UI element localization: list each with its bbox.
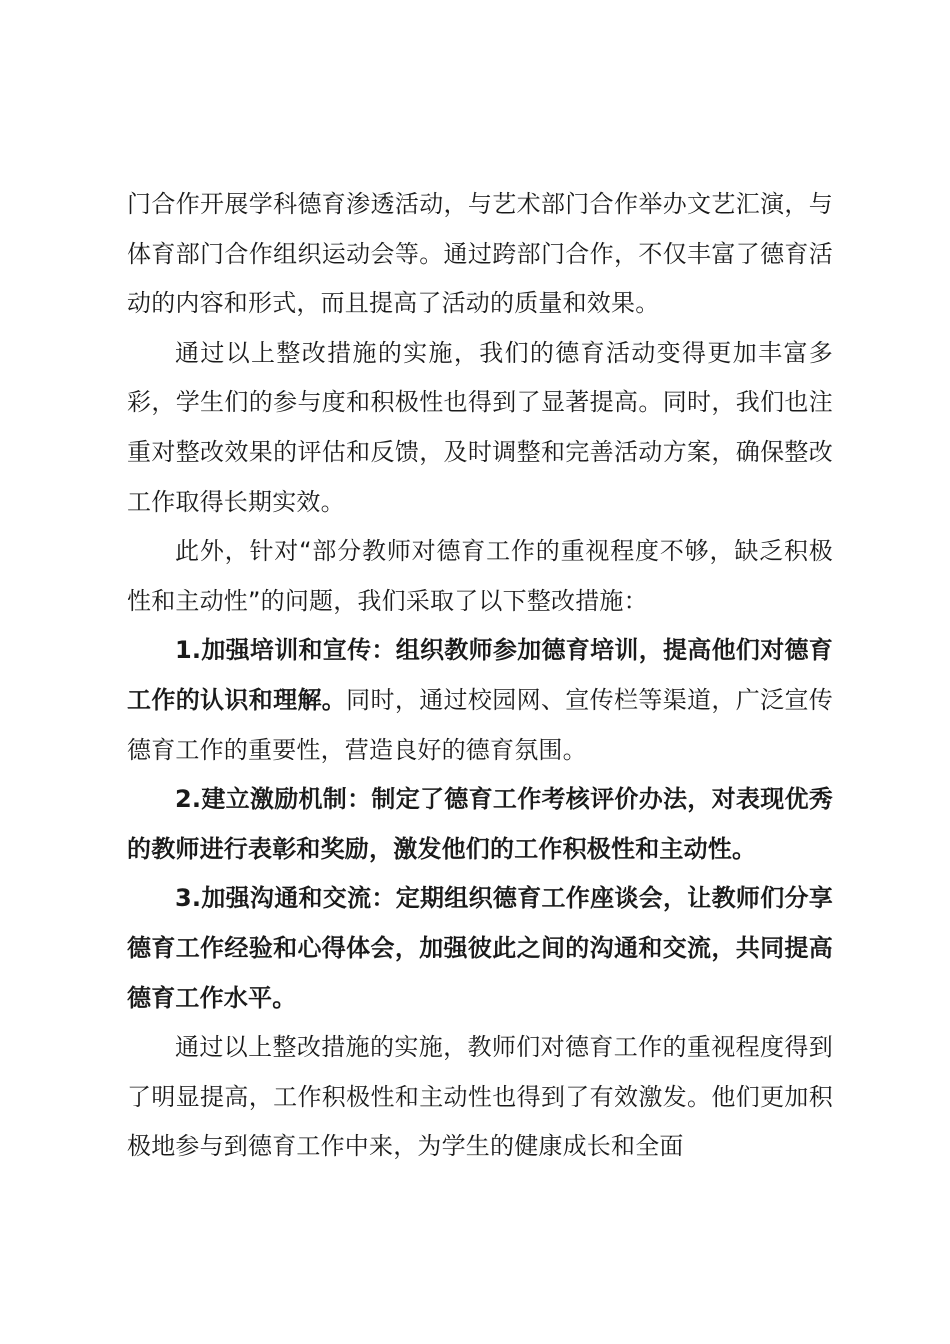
paragraph-teacher-problem <box>127 527 833 626</box>
measure-heading: 3.加强沟通和交流：定期组织德育工作座谈会，让教师们分享德育工作经验和心得体会，加强彼此之间的沟通和交流，共同提高德育工作水平。 <box>127 884 833 1012</box>
paragraph-text: 门合作开展学科德育渗透活动，与艺术部门合作举办文艺汇演，与体育部门合作组织运动会等。通过跨部门合作，不仅丰富了德育活动的内容和形式，而且提高了活动的质量和效果。 <box>127 190 833 318</box>
measure-heading: 1.加强培训和宣传：组织教师参加德育培训，提高他们对德育工作的认识和理解。 <box>127 636 833 714</box>
paragraph-activity-results <box>127 329 833 527</box>
measure-training-publicity <box>127 626 833 775</box>
measure-incentive-mechanism <box>127 775 833 874</box>
paragraph-text: 通过以上整改措施的实施，我们的德育活动变得更加丰富多彩，学生们的参与度和积极性也得到了显著提高。同时，我们也注重对整改效果的评估和反馈，及时调整和完善活动方案，确保整改工作取得长期实效。 <box>127 338 833 516</box>
paragraph-text: 通过以上整改措施的实施，教师们对德育工作的重视程度得到了明显提高，工作积极性和主动性也得到了有效激发。他们更加积极地参与到德育工作中来，为学生的健康成长和全面 <box>127 1033 833 1161</box>
document-page <box>127 180 833 1172</box>
measure-text: 同时，通过校园网、宣传栏等渠道，广泛宣传德育工作的重要性，营造良好的德育氛围。 <box>127 685 833 764</box>
paragraph-teacher-results <box>127 1023 833 1172</box>
paragraph-text: 此外，针对“部分教师对德育工作的重视程度不够，缺乏积极性和主动性”的问题，我们采取了以下整改措施： <box>127 537 833 615</box>
measure-communication <box>127 874 833 1023</box>
paragraph-cross-department <box>127 180 833 329</box>
measure-heading: 2.建立激励机制：制定了德育工作考核评价办法，对表现优秀的教师进行表彰和奖励，激发他们的工作积极性和主动性。 <box>127 785 833 863</box>
